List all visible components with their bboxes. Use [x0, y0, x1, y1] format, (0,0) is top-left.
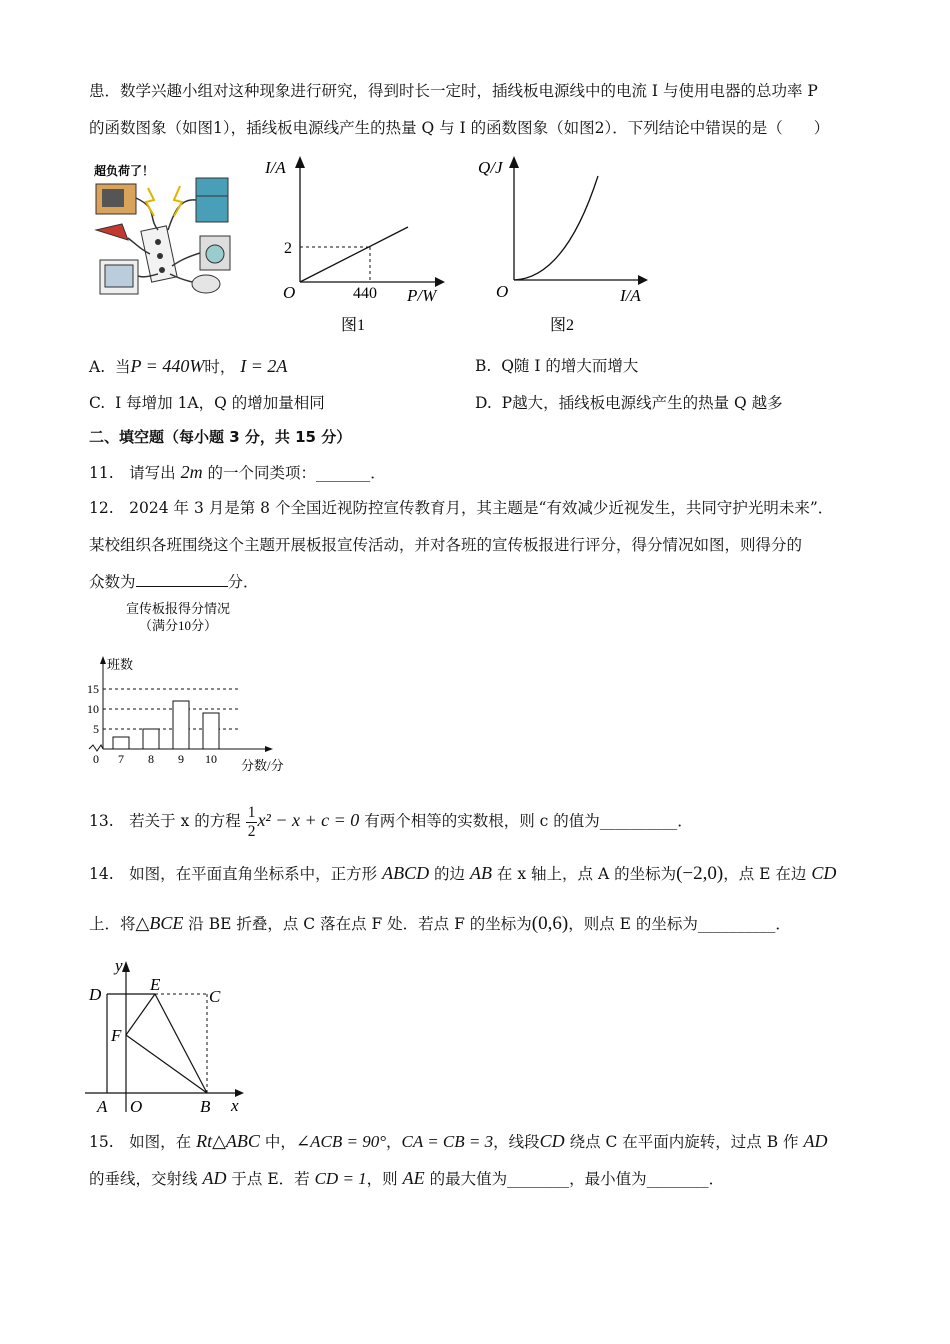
- q15-l1-mid2: ，线段: [493, 1133, 540, 1151]
- fig14-label-x: x: [231, 1096, 239, 1115]
- choice-b-text: Q随 I 的增大而增大: [501, 357, 639, 375]
- choice-c-text: I 每增加 1A，Q 的增加量相同: [115, 394, 325, 412]
- fig14-label-a: A: [97, 1097, 108, 1116]
- q15-l2-pre: 的垂线，交射线: [89, 1170, 198, 1188]
- fig14-label-f: F: [111, 1026, 122, 1045]
- q13-fraction: [246, 804, 258, 841]
- chart-xtick-label: 7: [118, 752, 124, 766]
- q15-l2-m1: AD: [202, 1168, 227, 1188]
- heat-current-curve: [514, 176, 598, 280]
- fig2-origin: O: [496, 282, 509, 301]
- q15-l1-mid3: 绕点 C 在平面内旋转，过点 B 作: [569, 1133, 799, 1151]
- q14-l2-mid: 沿 BE 折叠，点 C 落在点 F 处．若点 F 的坐标为: [188, 915, 532, 933]
- choice-d-text: P越大，插线板电源线产生的热量 Q 越多: [501, 394, 783, 412]
- q15-l1-m5: AD: [803, 1131, 828, 1151]
- q14-l1-mid: 的边: [434, 865, 466, 883]
- q15-l2-m3: AE: [402, 1168, 425, 1188]
- overload-cartoon: [88, 158, 238, 303]
- q15-l1-pre: 15. 如图，在: [89, 1133, 192, 1151]
- chart-ylabel: 班数: [107, 657, 134, 672]
- q15-l2-m2: CD = 1: [314, 1169, 367, 1188]
- q15-l1-mid: 中，: [264, 1133, 296, 1151]
- q12-line3-post: 分．: [227, 573, 259, 591]
- chart-bar: [143, 729, 159, 749]
- q13-frac-num: 1: [247, 803, 256, 821]
- q11-post: 的一个同类项：_______．: [207, 464, 386, 482]
- chart-ytick-label: 10: [87, 702, 99, 716]
- chart-xtick-label: 8: [148, 752, 154, 766]
- q14-l1-m2: AB: [469, 863, 492, 883]
- rice-cooker-icon: [192, 275, 220, 293]
- intro-line-1: 患．数学兴趣小组对这种现象进行研究，得到时长一定时，插线板电源线中的电流 I 与使用电器的总功率 P: [89, 82, 818, 100]
- intro-line-2: 的函数图象（如图1），插线板电源线产生的热量 Q 与 I 的函数图象（如图2）．下列结论中错误的是（ ）: [89, 119, 830, 137]
- fig1-ylabel: I/A: [265, 158, 286, 177]
- q15-line-1: [89, 1130, 828, 1153]
- q15-l1-m2: ∠ACB = 90°: [295, 1132, 387, 1151]
- q14-l2-m2: (0,6): [531, 913, 569, 934]
- chart-bar: [113, 737, 129, 749]
- chart-title: 宣传板报得分情况: [125, 601, 231, 616]
- choice-d-label: D.: [475, 394, 492, 412]
- q12-blank: [136, 572, 228, 587]
- choice-c-label: C.: [89, 394, 106, 412]
- chart-xtick-label: 9: [178, 752, 184, 766]
- q13-equation: x² − x + c = 0: [257, 810, 360, 830]
- choice-a-math-1: P = 440W: [130, 356, 205, 376]
- choice-a-mid: 时，: [204, 358, 236, 376]
- q13-post: 有两个相等的实数根，则 c 的值为__________．: [364, 812, 693, 830]
- fig1-origin: O: [283, 283, 296, 302]
- q12-line-2: 某校组织各班围绕这个主题开展板报宣传活动，并对各班的宣传板报进行评分，得分情况如图，则得分的: [89, 536, 803, 554]
- q12-line3-pre: 众数为: [89, 573, 136, 591]
- q14-l2-m1: △BCE: [135, 913, 184, 933]
- cartoon-caption: 超负荷了！: [94, 164, 155, 178]
- figure-14: [85, 952, 255, 1122]
- chart-ytick-label: 5: [93, 722, 99, 736]
- fig14-label-e: E: [150, 975, 161, 994]
- score-bar-chart: [85, 596, 315, 781]
- fig2-caption: 图2: [550, 317, 575, 334]
- question-11: [89, 461, 386, 484]
- fig14-label-c: C: [209, 987, 221, 1006]
- fig14-label-d: D: [89, 985, 102, 1004]
- q14-l1-m4: CD: [811, 863, 837, 883]
- q14-l2-pre: 上．将: [89, 915, 136, 933]
- fig2-ylabel: Q/J: [478, 158, 503, 177]
- choice-b-label: B.: [475, 357, 492, 375]
- q14-l2-post: ，则点 E 的坐标为__________．: [568, 915, 791, 933]
- fig14-label-b: B: [200, 1097, 211, 1116]
- q12-line-3: [89, 571, 259, 593]
- fridge-icon: [196, 178, 228, 222]
- q14-l1-mid2: 在 x 轴上，点 A 的坐标为: [496, 865, 677, 883]
- q14-l1-mid3: ，点 E 在边: [723, 865, 807, 883]
- fig14-label-y: y: [115, 956, 123, 975]
- choice-a-math-2: I = 2A: [240, 356, 288, 376]
- chart-xtick-label: 10: [205, 752, 217, 766]
- q15-line-2: [89, 1167, 724, 1190]
- q15-l1-m4: CD: [539, 1131, 565, 1151]
- section-2-title: 二、填空题（每小题 3 分，共 15 分）: [89, 428, 352, 446]
- q15-l1-m1: Rt△ABC: [196, 1131, 260, 1151]
- q15-l1-sep: ，: [386, 1133, 402, 1151]
- choice-a-label: A.: [89, 358, 106, 376]
- current-power-line: [300, 227, 408, 282]
- q11-math: 2m: [180, 462, 203, 482]
- iron-icon: [96, 224, 128, 240]
- fold-line-be: [155, 994, 207, 1093]
- chart-bar: [173, 701, 189, 749]
- q15-l2-post: 的最大值为________，最小值为________．: [429, 1170, 725, 1188]
- chart-ytick-label: 15: [87, 682, 99, 696]
- figure-1: [255, 150, 455, 340]
- fig1-caption: 图1: [341, 317, 366, 334]
- q14-line-1: [89, 862, 836, 885]
- chart-xlabel: 分数/分: [241, 758, 284, 773]
- choice-d: [475, 392, 783, 414]
- q14-l1-pre: 14. 如图，在平面直角坐标系中，正方形: [89, 865, 378, 883]
- figure-2: [470, 150, 660, 340]
- fig1-xlabel: P/W: [407, 286, 437, 305]
- q13-frac-den: 2: [247, 822, 256, 840]
- q13-pre: 13. 若关于 x 的方程: [89, 812, 241, 830]
- q15-l2-mid2: ，则: [366, 1170, 398, 1188]
- chart-ytick-label: 0: [93, 752, 99, 766]
- q14-line-2: [89, 912, 791, 935]
- q12-line-1: 12. 2024 年 3 月是第 8 个全国近视防控宣传教育月，其主题是“有效减少近视发生，共同守护光明未来”．: [89, 499, 834, 517]
- choice-b: [475, 355, 638, 377]
- choice-c: [89, 392, 325, 414]
- fig1-ytick: 2: [284, 240, 292, 257]
- q14-l1-m1: ABCD: [382, 863, 430, 883]
- fig1-xtick: 440: [353, 285, 377, 302]
- q15-l2-mid: 于点 E．若: [231, 1170, 310, 1188]
- choice-a-pre: 当: [114, 358, 131, 376]
- chart-subtitle: （满分10分）: [138, 618, 218, 633]
- q11-pre: 11. 请写出: [89, 464, 176, 482]
- chart-bar: [203, 713, 219, 749]
- q14-l1-m3: (−2,0): [676, 863, 724, 884]
- q15-l1-m3: CA = CB = 3: [401, 1132, 494, 1151]
- question-13: [89, 800, 693, 841]
- fig14-label-o: O: [130, 1097, 143, 1116]
- fig2-xlabel: I/A: [620, 286, 641, 305]
- choice-a: [89, 355, 287, 378]
